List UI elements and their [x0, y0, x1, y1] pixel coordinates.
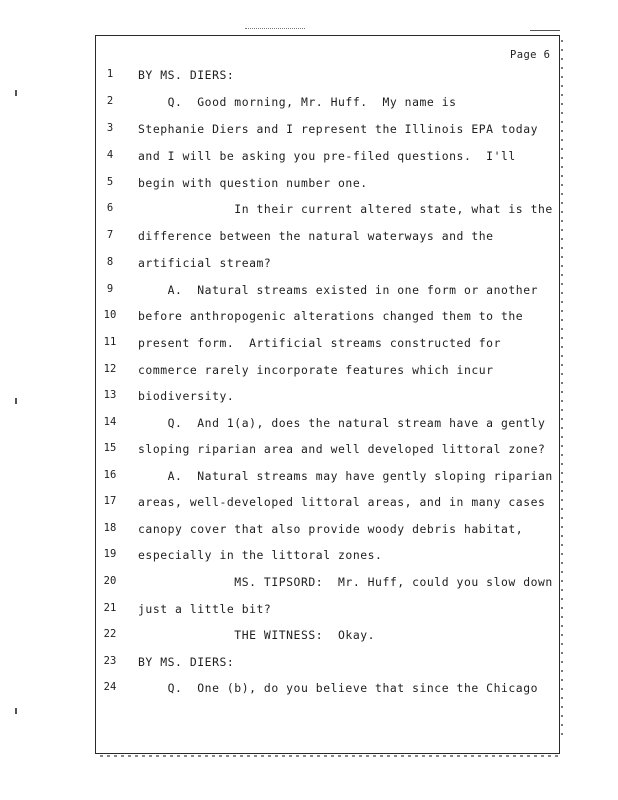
bottom-edge-scan-noise — [100, 755, 560, 757]
line-number: 6 — [106, 202, 114, 214]
transcript-line: areas, well-developed littoral areas, and in many cases — [138, 495, 546, 509]
transcript-line: In their current altered state, what is the — [138, 202, 553, 216]
line-number: 2 — [106, 95, 114, 107]
transcript-line: begin with question number one. — [138, 176, 368, 190]
transcript-line: Q. Good morning, Mr. Huff. My name is — [138, 95, 457, 109]
line-number: 12 — [103, 363, 117, 375]
top-right-scan-mark — [530, 30, 560, 31]
transcript-line: commerce rarely incorporate features which incur — [138, 363, 494, 377]
line-number: 1 — [106, 68, 114, 80]
transcript-line: BY MS. DIERS: — [138, 68, 235, 82]
transcript-line: difference between the natural waterways and the — [138, 229, 494, 243]
transcript-line: especially in the littoral zones. — [138, 548, 383, 562]
top-scan-mark — [245, 28, 305, 35]
line-number: 22 — [103, 628, 117, 640]
line-number: 23 — [103, 655, 117, 667]
transcript-line: A. Natural streams existed in one form or another — [138, 283, 539, 297]
line-number: 14 — [103, 416, 117, 428]
line-number: 8 — [106, 256, 114, 268]
line-number: 19 — [103, 548, 117, 560]
right-edge-scan-noise — [561, 40, 563, 740]
line-number: 17 — [103, 495, 117, 507]
transcript-line: THE WITNESS: Okay. — [138, 628, 376, 642]
transcript-line: before anthropogenic alterations changed them to the — [138, 309, 524, 323]
line-number: 21 — [103, 602, 117, 614]
line-number: 10 — [103, 309, 117, 321]
transcript-line: MS. TIPSORD: Mr. Huff, could you slow down — [138, 575, 553, 589]
transcript-line: biodiversity. — [138, 389, 235, 403]
transcript-line: and I will be asking you pre-filed questions. I'll — [138, 149, 516, 163]
line-number: 7 — [106, 229, 114, 241]
transcript-line: Stephanie Diers and I represent the Illinois EPA today — [138, 122, 539, 136]
line-number: 13 — [103, 389, 117, 401]
line-number: 16 — [103, 469, 117, 481]
page-number-label: Page 6 — [510, 49, 551, 61]
line-number: 4 — [106, 149, 114, 161]
left-margin-mark — [15, 90, 17, 96]
left-margin-mark — [15, 398, 17, 404]
transcript-line: canopy cover that also provide woody debris habitat, — [138, 522, 524, 536]
left-margin-mark — [15, 708, 17, 714]
line-number: 11 — [103, 336, 117, 348]
line-number: 20 — [103, 575, 117, 587]
transcript-line: BY MS. DIERS: — [138, 655, 235, 669]
line-number: 9 — [106, 283, 114, 295]
transcript-line: A. Natural streams may have gently sloping riparian — [138, 469, 553, 483]
line-number: 18 — [103, 522, 117, 534]
transcript-line: present form. Artificial streams constructed for — [138, 336, 501, 350]
transcript-line: sloping riparian area and well developed littoral zone? — [138, 442, 546, 456]
transcript-line: just a little bit? — [138, 602, 272, 616]
line-number: 5 — [106, 176, 114, 188]
line-number: 24 — [103, 681, 117, 693]
transcript-line: artificial stream? — [138, 256, 272, 270]
transcript-line: Q. One (b), do you believe that since the Chicago — [138, 681, 539, 695]
line-number: 3 — [106, 122, 114, 134]
transcript-line: Q. And 1(a), does the natural stream have a gently — [138, 416, 546, 430]
line-number: 15 — [103, 442, 117, 454]
